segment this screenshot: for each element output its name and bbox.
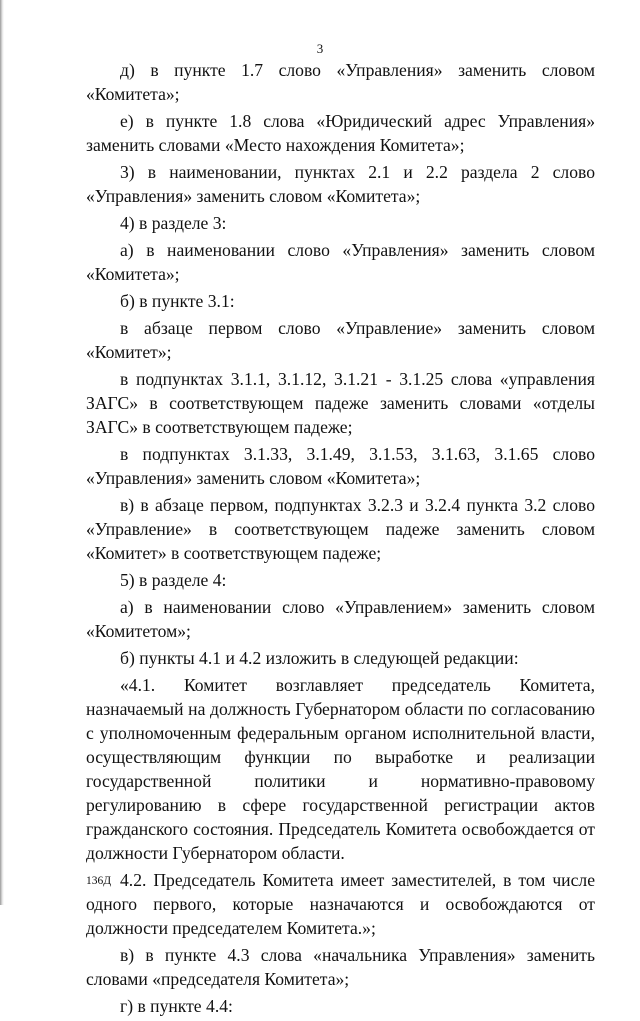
paragraph-4-1-text: «4.1. Комитет возглавляет председатель Комитета, назначаемый на должность Губернатором области по согласованию с уполномоченным федеральным органом исполнительной власти, осуществляющим функции по выработке и реализации государственной политики и нормативно-правовому регулированию в сфере государственной регистрации актов гражданского состояния. Председатель Комитета освобождается от должности Губернатором области. bbox=[86, 675, 595, 863]
paragraph-d-1-7: д) в пункте 1.7 слово «Управления» заменить словом «Комитета»; bbox=[86, 60, 595, 104]
document-body bbox=[86, 58, 595, 1021]
paragraph-first-abzac: в абзаце первом слово «Управление» заменить словом «Комитет»; bbox=[86, 318, 595, 362]
paragraph-subpoints-zags: в подпунктах 3.1.1, 3.1.12, 3.1.21 - 3.1.25 слова «управления ЗАГС» в соответствующем падеже заменить словами «отделы ЗАГС» в соответствующем падеже; bbox=[86, 369, 595, 437]
scan-edge bbox=[0, 0, 4, 905]
paragraph-subpoints-komiteta: в подпунктах 3.1.33, 3.1.49, 3.1.53, 3.1.63, 3.1.65 слово «Управления» заменить словом «Комитета»; bbox=[86, 444, 595, 488]
paragraph-3-section-2: 3) в наименовании, пунктах 2.1 и 2.2 раздела 2 слово «Управления» заменить словом «Комитета»; bbox=[86, 162, 595, 206]
paragraph-a-title: а) в наименовании слово «Управления» заменить словом «Комитета»; bbox=[86, 240, 595, 284]
paragraph-e-1-8: е) в пункте 1.8 слова «Юридический адрес Управления» заменить словами «Место нахождения Комитета»; bbox=[86, 111, 595, 155]
paragraph-b-3-1: б) в пункте 3.1: bbox=[120, 291, 235, 311]
paragraph-5-section-4: 5) в разделе 4: bbox=[120, 570, 227, 590]
paragraph-a-komitetom: а) в наименовании слово «Управлением» заменить словом «Комитетом»; bbox=[86, 597, 595, 641]
document-code: 136Д bbox=[86, 875, 112, 887]
paragraph-4-2-text: 4.2. Председатель Комитета имеет заместителей, в том числе одного первого, которые назначаются и освобождаются от должности председателем Комитета.»; bbox=[86, 870, 595, 938]
page-number: 3 bbox=[316, 41, 324, 56]
paragraph-g-4-4: г) в пункте 4.4: bbox=[120, 996, 233, 1016]
paragraph-v-3-2: в) в абзаце первом, подпунктах 3.2.3 и 3.2.4 пункта 3.2 слово «Управление» в соответствующем падеже заменить словом «Комитет» в соответствующем падеже; bbox=[86, 495, 595, 563]
paragraph-4-section-3: 4) в разделе 3: bbox=[120, 213, 227, 233]
paragraph-v-4-3: в) в пункте 4.3 слова «начальника Управления» заменить словами «председателя Комитета»; bbox=[86, 945, 595, 989]
paragraph-b-4-1-4-2: б) пункты 4.1 и 4.2 изложить в следующей редакции: bbox=[120, 648, 519, 668]
